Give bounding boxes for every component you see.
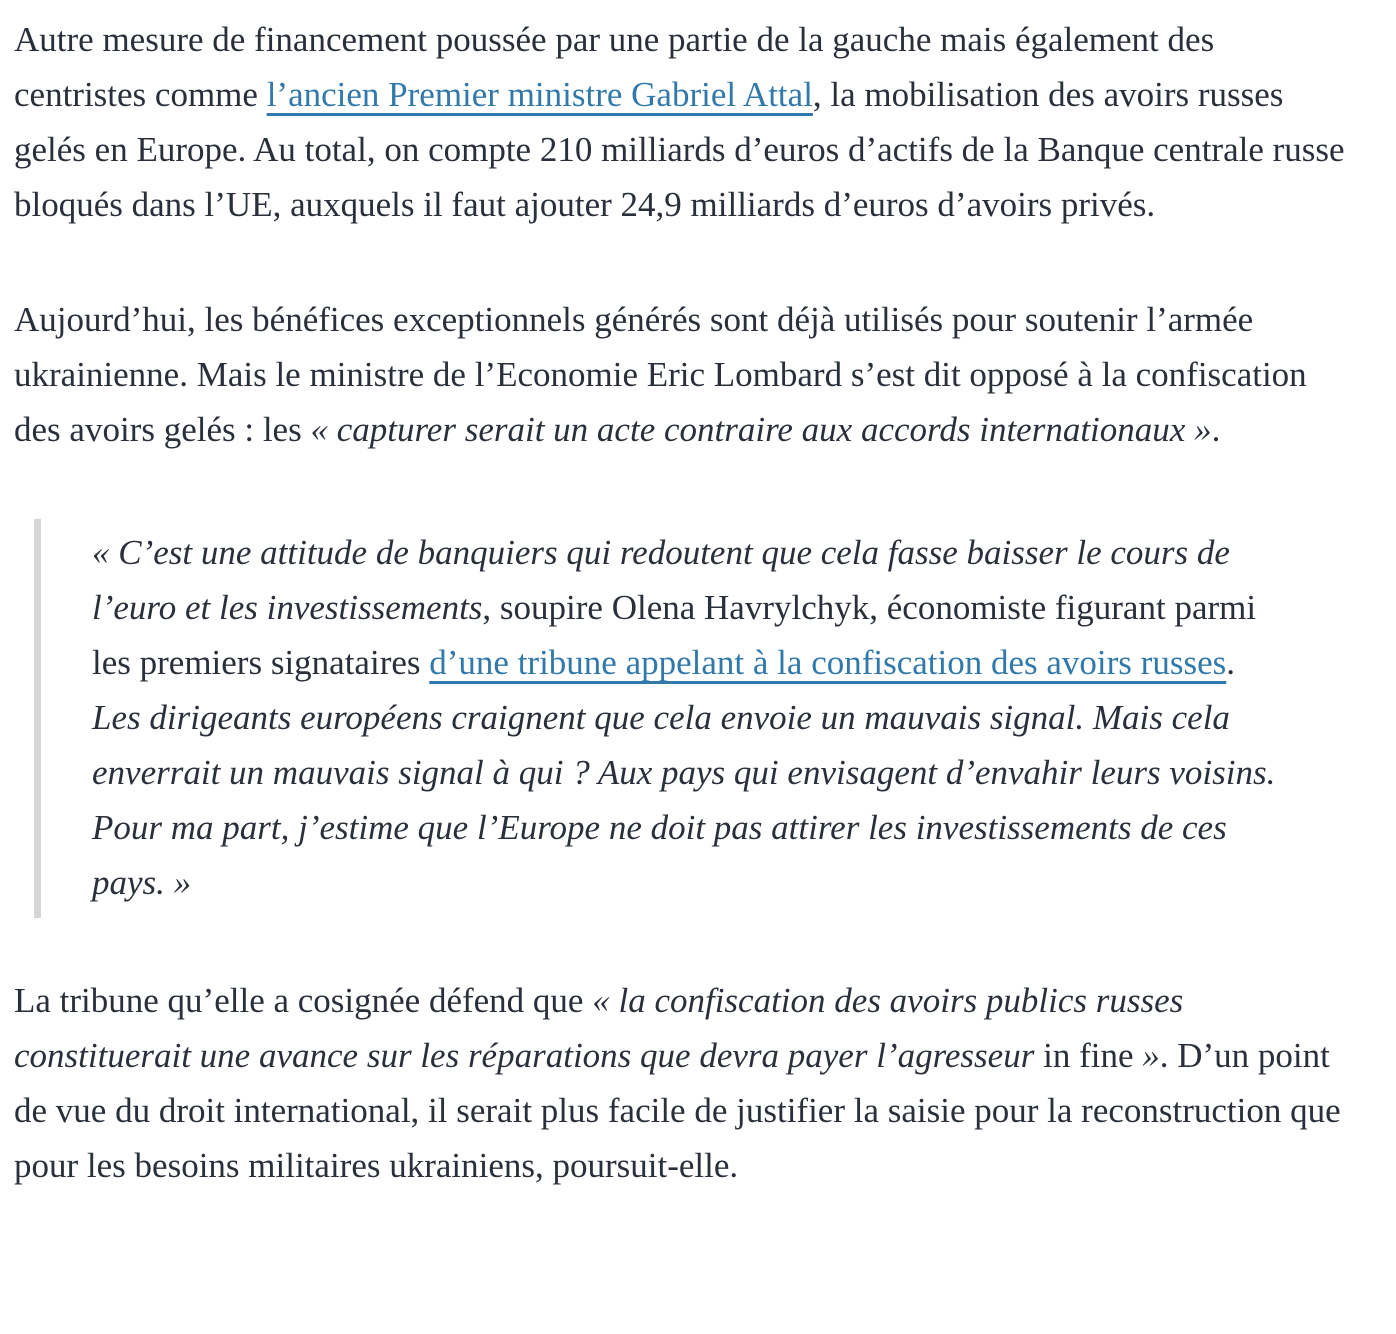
paragraph-tribune [14,973,1350,1193]
text-run: Autre mesure de financement poussée par une partie de la gauche mais également des centristes comme [14,20,1215,114]
quote-run: » [1133,1036,1160,1075]
text-run: . D’un point de vue du droit international, il serait plus facile de justifier la saisie pour la reconstruction que pour les besoins militaires ukrainiens, poursuit-elle. [14,1036,1341,1185]
link-tribune-confiscation[interactable]: d’une tribune appelant à la confiscation des avoirs russes [429,643,1227,682]
paragraph-funding [14,12,1350,232]
text-run: La tribune qu’elle a cosignée défend que [14,981,593,1020]
latin-run: in fine [1043,1036,1134,1075]
quote-run: Les dirigeants européens craignent que cela envoie un mauvais signal. Mais cela enverrait un mauvais signal à qui ? Aux pays qui envisagent d’envahir leurs voisins. Pour ma part, j’estime que l’Europe ne doit pas attirer les investissements de ces pays. » [92,698,1276,902]
quote-run: « capturer serait un acte contraire aux accords internationaux » [310,410,1212,449]
pull-quote [34,519,1282,918]
paragraph-lombard [14,292,1350,457]
text-run: Aujourd’hui, les bénéfices exceptionnels générés sont déjà utilisés pour soutenir l’armée ukrainienne. Mais le ministre de l’Economie Eric Lombard s’est dit opposé à la confiscation des avoirs gelés : les [14,300,1307,449]
quote-run: « C’est une attitude de banquiers qui redoutent que cela fasse baisser le cours de l’euro et les investissements [92,533,1230,627]
text-run: . [1211,410,1221,449]
quote-run: « la confiscation des avoirs publics russes constituerait une avance sur les réparations que devra payer l’agresseur [14,981,1184,1075]
link-gabriel-attal[interactable]: l’ancien Premier ministre Gabriel Attal [266,75,813,114]
text-run: . [1226,643,1235,682]
text-run: , la mobilisation des avoirs russes gelés en Europe. Au total, on compte 210 milliards d’euros d’actifs de la Banque centrale russe bloqués dans l’UE, auxquels il faut ajouter 24,9 milliards d’euros d’avoirs privés. [14,75,1345,224]
attribution-run: , soupire Olena Havrylchyk, économiste figurant parmi les premiers signataires [92,588,1257,682]
